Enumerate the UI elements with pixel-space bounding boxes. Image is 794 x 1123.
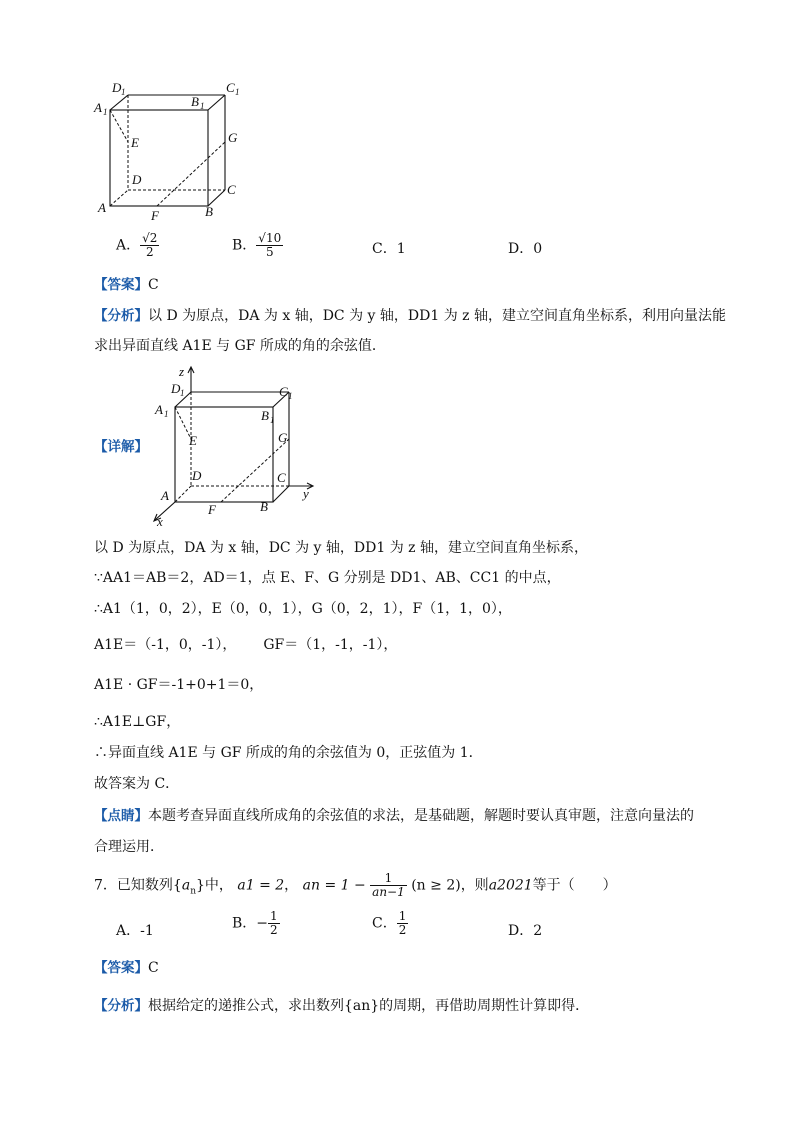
svg-text:1: 1 bbox=[121, 87, 126, 97]
analysis-6-line1: 【分析】以 D 为原点，DA 为 x 轴，DC 为 y 轴，DD1 为 z 轴，建立空间直角坐标系，利用向量法能 bbox=[94, 308, 726, 324]
label2-E: E bbox=[189, 433, 197, 448]
q7-option-d: D．2 bbox=[508, 923, 543, 939]
axis-x: x bbox=[157, 514, 163, 529]
option-b: B． $\frac{√10}{5}$ bbox=[232, 231, 282, 259]
option-d: D．0 bbox=[508, 241, 543, 257]
detail-line-3: ∴A1（1，0，2），E（0，0，1），G（0，2，1），F（1，1，0）， bbox=[94, 601, 512, 617]
detail-line-2: ∵AA1＝AB＝2，AD＝1，点 E、F、G 分别是 DD1、AB、CC1 的中点， bbox=[94, 570, 561, 586]
cube-figure-1 bbox=[90, 78, 250, 223]
detail-line-7: ∴异面直线 A1E 与 GF 所成的角的余弦值为 0，正弦值为 1． bbox=[94, 745, 483, 761]
label-B: B bbox=[205, 204, 213, 219]
cube-figure-2 bbox=[145, 364, 325, 529]
label2-C: C bbox=[277, 470, 286, 485]
svg-text:1: 1 bbox=[164, 409, 169, 419]
label2-G: G bbox=[278, 430, 288, 445]
detail-line-5: A1E · GF＝-1+0+1＝0， bbox=[94, 677, 264, 693]
answer-6: 【答案】C bbox=[94, 277, 159, 293]
detail-line-6: ∴A1E⊥GF， bbox=[94, 714, 181, 730]
label2-A: A bbox=[161, 488, 169, 503]
svg-text:1: 1 bbox=[180, 388, 185, 398]
label-F: F bbox=[151, 208, 159, 223]
answer-7: 【答案】C bbox=[94, 960, 159, 976]
label2-B: B bbox=[260, 499, 268, 514]
axis-z: z bbox=[179, 364, 185, 379]
label2-C1: C bbox=[279, 384, 288, 399]
q7-option-b: B．− $\frac{1}{2}$ bbox=[232, 909, 278, 937]
svg-text:1: 1 bbox=[288, 391, 293, 401]
svg-text:1: 1 bbox=[270, 415, 275, 425]
label-B1: B bbox=[191, 94, 199, 109]
svg-text:1: 1 bbox=[200, 101, 205, 111]
label-D: D bbox=[132, 172, 142, 187]
label-D1: D bbox=[112, 80, 122, 95]
option-c: C．1 bbox=[372, 241, 406, 257]
detail-line-4: A1E＝（-1，0，-1）， GF＝（1，-1，-1）， bbox=[94, 637, 398, 653]
analysis-7: 【分析】根据给定的递推公式，求出数列{an}的周期，再借助周期性计算即得． bbox=[94, 998, 590, 1014]
question-7-stem: 7．已知数列$\{a_n\}$中， a1 = 2， an = 1 − $\frac{1}{an-1}$ (n ≥ 2)，则a2021等于（ ） bbox=[94, 871, 617, 899]
label2-D: D bbox=[192, 468, 202, 483]
label2-B1: B bbox=[261, 408, 269, 423]
label-C1: C bbox=[226, 80, 235, 95]
label2-F: F bbox=[208, 502, 216, 517]
label-A1: A bbox=[94, 100, 102, 115]
svg-text:1: 1 bbox=[103, 107, 108, 117]
detail-line-1: 以 D 为原点，DA 为 x 轴，DC 为 y 轴，DD1 为 z 轴，建立空间直角坐标系， bbox=[94, 540, 588, 556]
axis-y: y bbox=[303, 486, 309, 501]
point-line-2: 合理运用． bbox=[94, 839, 164, 855]
q7-option-c: C． $\frac{1}{2}$ bbox=[372, 909, 407, 937]
label2-D1: D bbox=[171, 381, 181, 396]
detail-tag: 【详解】 bbox=[94, 439, 148, 455]
point-line-1: 【点睛】本题考查异面直线所成角的余弦值的求法，是基础题，解题时要认真审题，注意向量法的 bbox=[94, 808, 694, 824]
label2-A1: A bbox=[155, 402, 163, 417]
label-A: A bbox=[98, 200, 106, 215]
label-C: C bbox=[227, 182, 236, 197]
svg-text:1: 1 bbox=[235, 87, 240, 97]
label-E: E bbox=[131, 135, 139, 150]
q7-option-a: A．-1 bbox=[116, 923, 154, 939]
option-a: A． $\frac{√2}{2}$ bbox=[116, 231, 158, 259]
analysis-6-line2: 求出异面直线 A1E 与 GF 所成的角的余弦值． bbox=[94, 338, 386, 354]
label-G: G bbox=[228, 130, 238, 145]
detail-line-8: 故答案为 C． bbox=[94, 776, 180, 792]
